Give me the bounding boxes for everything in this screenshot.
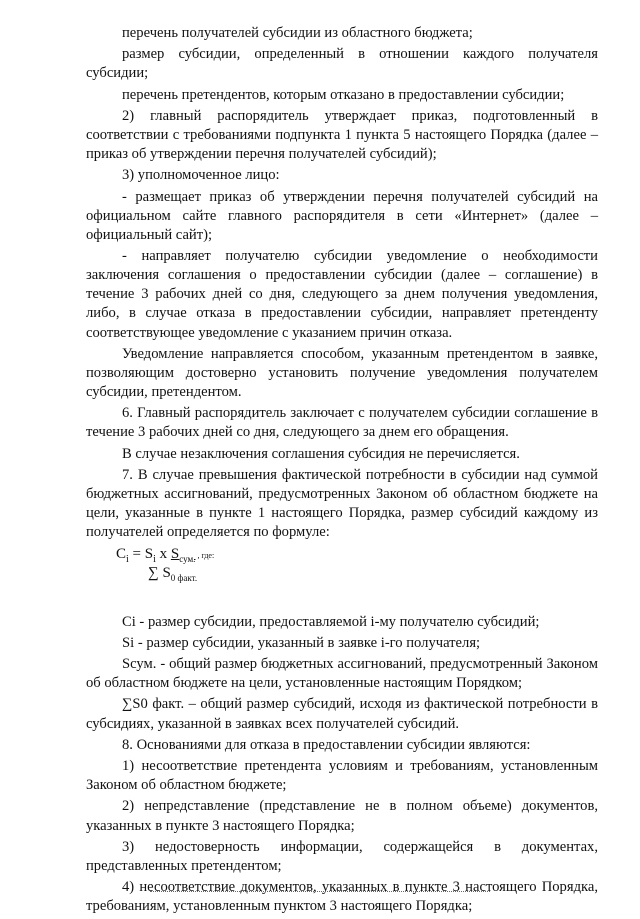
formula-numerator [171,546,196,562]
paragraph: 2) главный распорядитель утверждает приказ, подготовленный в соответствии с требованиями подпункта 1 пункта 5 настоящего Порядка (далее – приказ об утверждении перечня получателей субсидий); [86,107,598,163]
formula-num-sub: сум. [179,553,196,564]
paragraph: Sсум. - общий размер бюджетных ассигнований, предусмотренный Законом об областном бюджете на цели, установленные настоящим Порядком; [86,656,598,692]
paragraph: 3) уполномоченное лицо: [122,167,280,184]
formula-den-sub: 0 факт. [170,572,198,583]
formula-lhs: C [116,545,127,562]
paragraph: 6. Главный распорядитель заключает с получателем субсидии соглашение в течение 3 рабочих дней со дня, следующего за днем его обращения. [86,405,598,441]
formula-s-sub: i [153,553,156,565]
footer-dotted-line [150,891,490,892]
document-body [86,24,598,919]
paragraph: - направляет получателю субсидии уведомление о необходимости заключения соглашения о предоставлении субсидии (далее – соглашение) в течение 3 рабочих дней со дня, следующего за днем получения уведомления, либо, в случае отказа в предоставлении субсидии, направляет претенденту соответствующее уведомление с указанием причин отказа. [86,248,598,341]
paragraph: 8. Основаниями для отказа в предоставлении субсидии являются: [122,736,531,753]
paragraph: перечень претендентов, которым отказано в предоставлении субсидии; [122,86,565,103]
formula-eq: = S [128,545,154,562]
paragraph: 1) несоответствие претендента условиям и требованиям, установленным Законом об областном бюджете; [86,758,598,794]
paragraph: Ci - размер субсидии, предоставляемой i-му получателю субсидий; [122,613,540,630]
paragraph: В случае незаключения соглашения субсидия не перечисляется. [122,445,520,462]
paragraph: 4) несоответствие документов, указанных в пункте 3 настоящего Порядка, требованиям, установленным пунктом 3 настоящего Порядка; [86,879,598,915]
formula-num: S [170,545,180,562]
formula-gde: , где: [195,550,215,560]
paragraph: Уведомление направляется способом, указанным претендентом в заявке, позволяющим достоверно установить получение уведомления получателем субсидии, претендентом. [86,345,598,400]
paragraph: - размещает приказ об утверждении перечня получателей субсидий на официальном сайте главного распорядителя в сети «Интернет» (далее – официальный сайт); [86,188,598,243]
formula-times: x [155,545,171,562]
paragraph: размер субсидии, определенный в отношении каждого получателя субсидии; [86,46,598,82]
formula-denominator [148,564,197,583]
formula-lhs-sub: i [126,553,129,565]
paragraph: ∑S0 факт. – общий размер субсидий, исходя из фактической потребности в субсидиях, указанной в заявках всех получателей субсидий. [86,696,598,732]
paragraph: перечень получателей субсидии из областного бюджета; [122,25,473,41]
formula-den: S [158,564,171,581]
subsidy-formula [86,545,598,607]
paragraph: Si - размер субсидии, указанный в заявке i-го получателя; [122,634,481,651]
paragraph: 2) непредставление (представление не в полном объеме) документов, указанных в пункте 3 настоящего Порядка; [86,798,598,834]
formula-top-line [116,545,214,565]
sum-sign: ∑ [148,564,159,581]
paragraph: 3) недостоверность информации, содержащейся в документах, представленных претендентом; [86,838,598,874]
paragraph: 7. В случае превышения фактической потребности в субсидии над суммой бюджетных ассигнований, предусмотренных Законом об областном бюджете на цели, указанные в пункте 1 настоящего Порядка, размер субсидий каждому из получателей определяется по формуле: [86,466,598,541]
